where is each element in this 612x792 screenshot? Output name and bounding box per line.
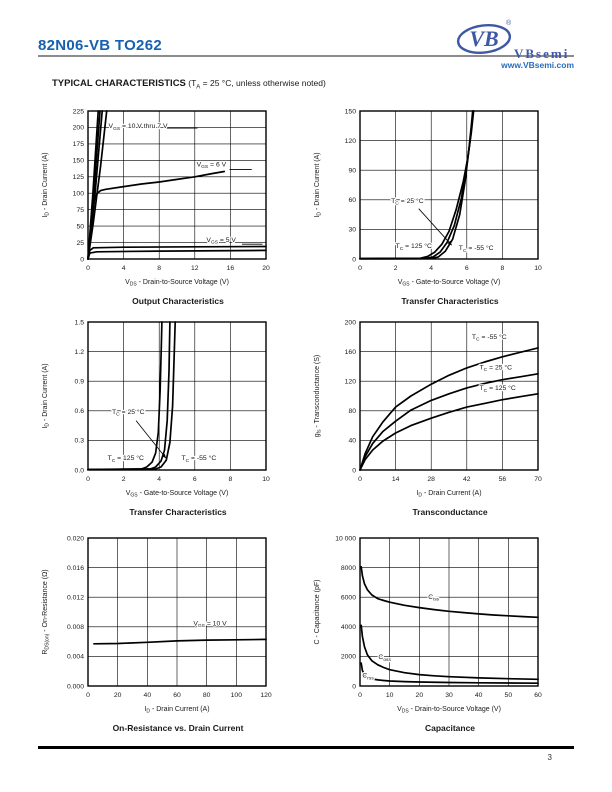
y-tick-label: 175 [72, 141, 84, 149]
y-axis-label: $I_D$ - Drain Current (A) [42, 363, 51, 429]
curve-vgs-5-v [88, 247, 266, 260]
plot-border [88, 111, 266, 259]
x-tick-label: 10 [262, 476, 270, 483]
y-tick-label: 1.2 [74, 348, 84, 356]
y-tick-label: 150 [72, 157, 84, 165]
x-tick-label: 8 [228, 476, 233, 483]
x-axis-label: $V_{DS}$ - Drain-to-Source Voltage (V) [397, 706, 501, 715]
y-tick-label: 0.000 [66, 683, 84, 691]
y-tick-label: 0.3 [74, 437, 84, 445]
footer-divider [38, 746, 574, 749]
chart-output-characteristics [36, 103, 296, 306]
curve-annotation: $V_{GS} = 5$ V [206, 236, 236, 246]
curve-tc-125-c [360, 111, 474, 259]
y-tick-label: 0.004 [66, 653, 84, 661]
x-tick-label: 4 [121, 265, 126, 272]
curve-tc-55-c [360, 111, 473, 259]
annotation-leader [136, 421, 166, 458]
y-tick-label: 0 [352, 467, 356, 475]
on-resistance-plot [36, 530, 296, 716]
annotation-leader [419, 209, 452, 246]
curve-annotation: $T_C = 125$ °C [107, 455, 144, 464]
y-tick-label: 0.016 [66, 564, 84, 572]
curve-annotation: $V_{GS} = 10$ V [193, 620, 227, 630]
y-tick-label: 100 [72, 190, 84, 198]
y-tick-label: 0.6 [74, 408, 84, 416]
curve-annotation: $C_{oss}$ [378, 654, 391, 663]
y-tick-label: 0.0 [74, 467, 84, 475]
y-tick-label: 200 [344, 319, 356, 327]
y-tick-label: 0.008 [66, 624, 84, 632]
y-tick-label: 125 [72, 174, 84, 182]
x-tick-label: 20 [415, 692, 424, 699]
curve-annotation: $V_{GS} = 6$ V [196, 161, 227, 170]
curve-annotation: $T_C = 25$ °C [112, 408, 145, 418]
y-tick-label: 75 [76, 206, 84, 214]
curve-vgs-10-v [94, 639, 266, 643]
x-tick-label: 14 [391, 476, 400, 483]
x-tick-label: 40 [474, 692, 483, 699]
curve-annotation: $T_C = 125$ °C [479, 385, 516, 394]
y-tick-label: 0 [352, 683, 356, 691]
y-tick-label: 2000 [340, 653, 356, 661]
registered-trademark-icon: ® [506, 20, 512, 27]
y-tick-label: 80 [348, 408, 356, 416]
y-tick-label: 0 [352, 256, 356, 264]
x-tick-label: 120 [260, 692, 272, 699]
curve-annotation: $T_C = 125$ °C [395, 243, 432, 252]
y-tick-label: 60 [348, 197, 356, 205]
x-tick-label: 0 [358, 476, 362, 483]
vbsemi-logo-icon [456, 22, 512, 56]
curve-ciss [361, 567, 538, 617]
y-tick-label: 0 [80, 256, 84, 264]
y-tick-label: 200 [72, 124, 84, 132]
chart-title: On-Resistance vs. Drain Current [112, 723, 244, 733]
chart-capacitance [308, 530, 568, 733]
x-tick-label: 20 [262, 265, 270, 272]
curve-tc-125-c [360, 394, 538, 470]
curve-tc-25-c [360, 111, 473, 259]
x-tick-label: 0 [358, 692, 362, 699]
chart-transfer-characteristics-low [36, 314, 296, 517]
x-tick-label: 60 [173, 692, 181, 699]
chart-title: Capacitance [424, 723, 476, 733]
x-tick-label: 4 [429, 265, 434, 272]
y-tick-label: 4000 [340, 624, 356, 632]
y-tick-label: 8000 [340, 564, 356, 572]
x-axis-label: $I_D$ - Drain Current (A) [144, 706, 210, 715]
y-axis-label: C - Capacitance (pF) [314, 579, 321, 645]
x-tick-label: 50 [504, 692, 513, 699]
x-tick-label: 42 [463, 476, 471, 483]
plot-border [360, 322, 538, 470]
page-number: 3 [547, 753, 552, 762]
curve-annotation: $V_{GS} = 10$ V thru 7 V [108, 123, 168, 132]
x-axis-label: $I_D$ - Drain Current (A) [416, 490, 482, 499]
section-title: TYPICAL CHARACTERISTICS [52, 78, 186, 89]
y-tick-label: 25 [76, 239, 84, 247]
x-tick-label: 70 [534, 476, 542, 483]
logo-wordmark: VBsemi [514, 46, 570, 61]
capacitance-plot [308, 530, 568, 716]
curve-annotation: $T_C = -55$ °C [471, 334, 507, 343]
transconductance-plot [308, 314, 568, 500]
y-tick-label: 10 000 [335, 535, 356, 543]
x-tick-label: 2 [121, 476, 126, 483]
section-heading [52, 78, 326, 91]
x-tick-label: 60 [534, 692, 542, 699]
chart-transconductance [308, 314, 568, 517]
curve-annotation: $C_{iss}$ [428, 593, 440, 603]
x-tick-label: 28 [427, 476, 435, 483]
y-axis-label: $g_{fs}$ - Transconductance (S) [314, 354, 323, 438]
y-tick-label: 40 [348, 437, 356, 445]
y-tick-label: 225 [72, 108, 84, 116]
x-tick-label: 0 [86, 692, 90, 699]
y-tick-label: 120 [344, 378, 356, 386]
curve-vgs-4-5-v [88, 250, 266, 259]
x-tick-label: 12 [191, 265, 199, 272]
curve-tc-125-c [88, 322, 162, 470]
x-tick-label: 100 [230, 692, 243, 699]
curve-annotation: $T_C = 25$ °C [479, 364, 513, 374]
x-tick-label: 56 [498, 476, 507, 483]
output-characteristics-plot [36, 103, 296, 289]
x-tick-label: 6 [192, 476, 197, 483]
x-tick-label: 6 [464, 265, 469, 272]
y-tick-label: 50 [76, 223, 84, 231]
x-tick-label: 4 [157, 476, 162, 483]
y-axis-label: $I_D$ - Drain Current (A) [314, 152, 323, 218]
transfer-characteristics-low-plot [36, 314, 296, 500]
y-tick-label: 30 [348, 226, 356, 234]
y-tick-label: 1.5 [74, 319, 84, 327]
x-tick-label: 10 [385, 692, 394, 699]
chart-transfer-characteristics-high [308, 103, 568, 306]
plot-border [88, 322, 266, 470]
x-tick-label: 0 [86, 265, 90, 272]
transfer-characteristics-high-plot [308, 103, 568, 289]
part-number-title: 82N06-VB TO262 [38, 37, 162, 54]
y-axis-label: $R_{DS(on)}$ - On-Resistance (Ω) [42, 569, 51, 655]
x-axis-label: $V_{GS}$ - Gate-to-Source Voltage (V) [397, 279, 501, 288]
x-tick-label: 0 [358, 265, 362, 272]
curve-annotation: $T_C = -55$ °C [181, 455, 217, 464]
x-tick-label: 80 [202, 692, 211, 699]
y-tick-label: 0.020 [66, 535, 84, 543]
x-tick-label: 8 [157, 265, 162, 272]
chart-title: Output Characteristics [132, 296, 224, 306]
website-link[interactable]: www.VBsemi.com [501, 60, 574, 70]
x-tick-label: 16 [226, 265, 235, 272]
chart-on-resistance [36, 530, 296, 733]
curve-annotation: $T_C = -55$ °C [458, 245, 494, 254]
y-tick-label: 150 [344, 108, 356, 116]
chart-title: Transconductance [412, 507, 488, 517]
curve-vgs-6-v [88, 172, 224, 260]
x-tick-label: 0 [86, 476, 90, 483]
y-tick-label: 90 [348, 167, 356, 175]
curve-coss [361, 625, 538, 679]
y-tick-label: 0.9 [74, 378, 84, 386]
x-axis-label: $V_{DS}$ - Drain-to-Source Voltage (V) [125, 279, 229, 288]
chart-title: Transfer Characteristics [129, 507, 227, 517]
x-tick-label: 30 [445, 692, 453, 699]
logo-monogram: VB [469, 26, 499, 51]
x-tick-label: 8 [500, 265, 505, 272]
vbsemi-logo [456, 20, 576, 61]
x-tick-label: 2 [393, 265, 398, 272]
curve-annotation: $C_{rss}$ [362, 672, 374, 682]
y-tick-label: 0.012 [66, 594, 84, 602]
y-tick-label: 6000 [340, 594, 356, 602]
x-tick-label: 40 [143, 692, 152, 699]
y-tick-label: 160 [344, 348, 356, 356]
chart-title: Transfer Characteristics [401, 296, 499, 306]
curve-crss [361, 663, 538, 683]
x-axis-label: $V_{GS}$ - Gate-to-Source Voltage (V) [125, 490, 229, 499]
y-tick-label: 120 [344, 137, 356, 145]
curve-annotation: $T_C = 25$ °C [391, 197, 424, 207]
section-condition: ($T_A = 25$ °C, unless otherwise noted) [185, 78, 326, 91]
x-tick-label: 10 [534, 265, 542, 272]
y-axis-label: $I_D$ - Drain Current (A) [42, 152, 51, 218]
x-tick-label: 20 [113, 692, 122, 699]
